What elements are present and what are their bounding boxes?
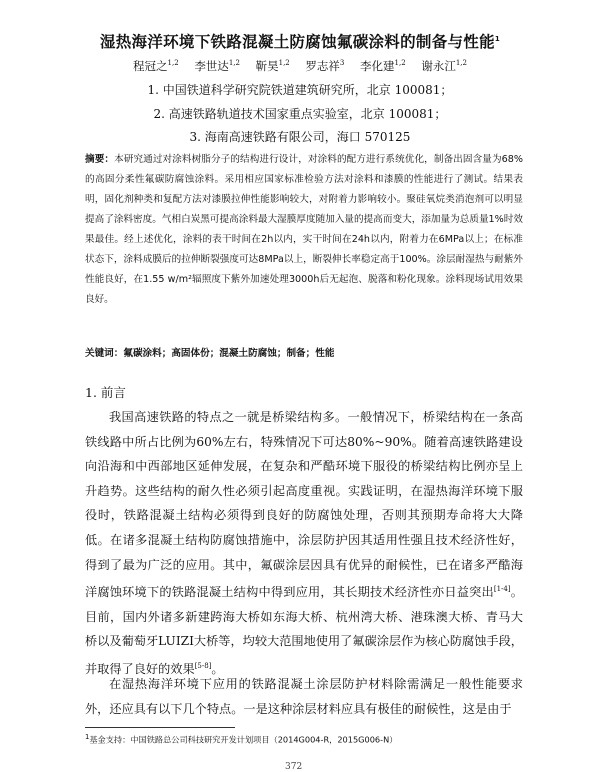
affiliation: 1. 中国铁道科学研究院铁道建筑研究所，北京 100081； [147, 83, 453, 97]
author: 程冠之$^{1,2}$ [133, 59, 179, 73]
author: 靳昊$^{1,2}$ [255, 59, 290, 73]
keywords-label: 关键词： [85, 348, 124, 359]
author: 李化建$^{1,2}$ [360, 59, 406, 73]
body-paragraph: 我国高速铁路的特点之一就是桥梁结构多。一般情况下，桥梁结构在一条高铁线路中所占比例为60%左右，特殊情况下可达80%~90%。随着高速铁路建设向沿海和中西部地区延伸发展，在复杂和严酷环境下服役的桥梁结构比例亦呈上升趋势。这些结构的耐久性必须引起高度重视。实践证明，在湿热海洋环境下服役时，铁路混凝土结构必须得到良好的防腐蚀处理，否则其预期寿命将大大降低。在诸多混凝土结构防腐蚀措施中，涂层防护因其适用性强且技术经济性好，得到了最为广泛的应用。其中，氟碳涂层因具有优异的耐候性，已在诸多严酷海洋腐蚀环境下的铁路混凝土结构中得到应用，其长期技术经济性亦日益突出[1-4]。目前，国内外诸多新建跨海大桥如东海大桥、杭州湾大桥、港珠澳大桥、青马大桥以及葡萄牙LUIZI大桥等，均较大范围地使用了氟碳涂层作为核心防腐蚀手段，并取得了良好的效果[5-8]。 [85, 410, 523, 677]
author: 谢永江$^{1,2}$ [421, 59, 467, 73]
abstract-text: 本研究通过对涂料树脂分子的结构进行设计，对涂料的配方进行系统优化，制备出固含量为68%的高固分柔性氟碳防腐蚀涂料。采用相应国家标准检验方法对涂料和漆膜的性能进行了测试。结果表明，固化剂种类和复配方法对漆膜拉伸性能影响较大，对附着力影响较小。聚硅氧烷类消泡剂可以明显提高了涂料密度。气相白炭黑可提高涂料最大湿膜厚度随加入量的提高而变大，添加量为总质量1%时效果最佳。经上述优化，涂料的表干时间在2h以内，实干时间在24h以内，附着力在6MPa以上；在标准状态下，涂料成膜后的拉伸断裂强度可达8MPa以上，断裂伸长率稳定高于100%。涂层耐湿热与耐紫外性能良好，在1.55 w/m²辐照度下紫外加速处理3000h后无起泡、脱落和粉化现象。涂料现场试用效果良好。 [85, 154, 524, 305]
author: 罗志祥$^3$ [305, 59, 345, 73]
footnote-divider [85, 727, 235, 728]
page-number: 372 [285, 762, 303, 772]
abstract [85, 150, 523, 310]
body-paragraph: 在湿热海洋环境下应用的铁路混凝土涂层防护材料除需满足一般性能要求外，还应具有以下几个特点。一是这种涂层材料应具有极佳的耐候性，这是由于 [85, 677, 523, 716]
paper-title: 湿热海洋环境下铁路混凝土防腐蚀氟碳涂料的制备与性能$^1$ [99, 33, 501, 51]
citation: [5-8] [194, 662, 212, 670]
citation: [1-4] [493, 585, 511, 594]
affiliation: 3. 海南高速铁路有限公司，海口 570125 [189, 130, 411, 144]
keywords-text: 氟碳涂料；高固体份；混凝土防腐蚀；制备；性能 [123, 348, 335, 359]
section-heading: 1. 前言 [85, 385, 126, 400]
affiliation: 2. 高速铁路轨道技术国家重点实验室，北京 100081； [153, 107, 447, 121]
author-list [40, 58, 560, 74]
abstract-label: 摘要： [85, 154, 115, 165]
keywords [85, 345, 523, 359]
footnote: $^1$基金支持：中国铁路总公司科技研究开发计划项目（2014G004-R，2015G006-N） [85, 733, 398, 745]
author: 李世达$^{1,2}$ [194, 59, 240, 73]
